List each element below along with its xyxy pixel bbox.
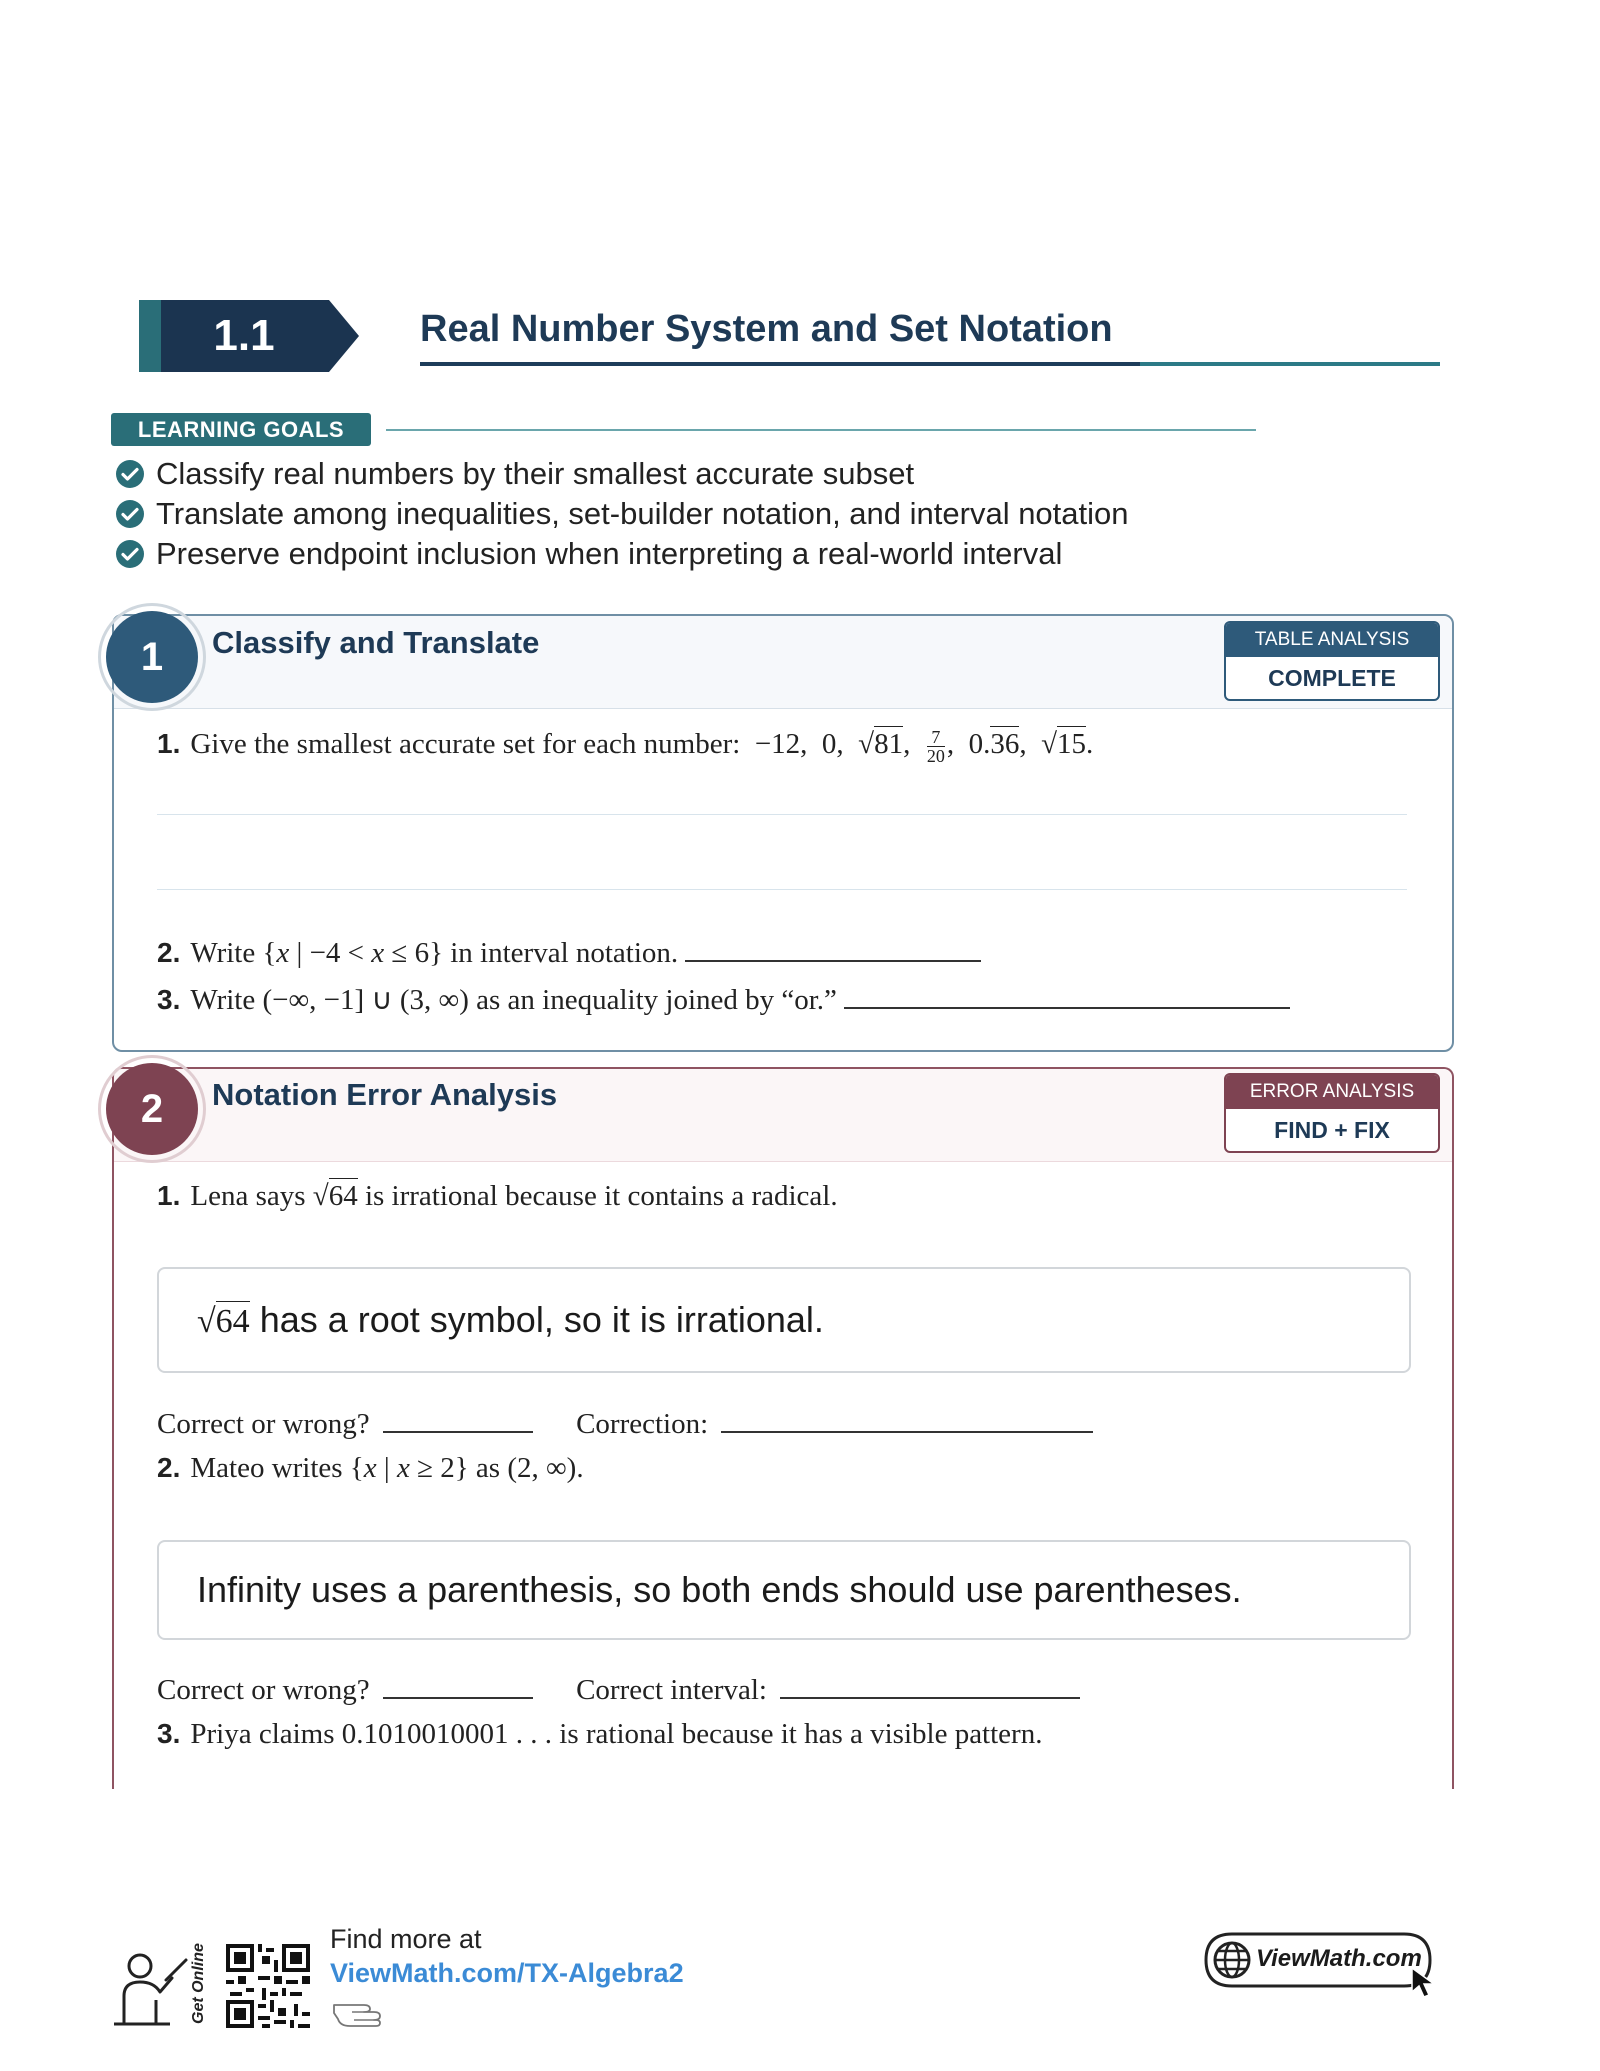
- question-number: 1.: [157, 728, 181, 760]
- answer-line: [157, 814, 1407, 815]
- question-text-pre: Write: [190, 984, 256, 1016]
- teacher-pointing-icon: [110, 1952, 190, 2032]
- decimal-value: 0.1010010001 . . .: [341, 1718, 553, 1750]
- correct-or-wrong-blank[interactable]: [383, 1431, 533, 1433]
- learning-goals-rule: [386, 429, 1256, 431]
- question-text-pre: Lena says: [190, 1180, 306, 1212]
- question-1-2: [157, 937, 981, 970]
- cursor-arrow-icon: [1410, 1966, 1440, 2000]
- answer-blank[interactable]: [844, 1007, 1290, 1009]
- interval-expression: (−∞, −1] ∪ (3, ∞): [262, 984, 469, 1016]
- question-2-2: [157, 1452, 584, 1485]
- claim-text: has a root symbol, so it is irrational.: [259, 1299, 824, 1340]
- question-2-3: [157, 1718, 1042, 1751]
- question-number: 3.: [157, 1718, 181, 1749]
- correct-interval-label: Correct interval:: [576, 1674, 767, 1706]
- section-2-tag-bottom: FIND + FIX: [1274, 1117, 1390, 1143]
- question-text-mid: as: [475, 1452, 501, 1484]
- globe-icon: [1212, 1940, 1252, 1980]
- section-2-tag-top: ERROR ANALYSIS: [1226, 1075, 1438, 1109]
- correct-interval-blank[interactable]: [780, 1697, 1080, 1699]
- answer-line: [157, 889, 1407, 890]
- answer-blank[interactable]: [685, 960, 981, 962]
- set-builder-expression: {x | −4 < x ≤ 6}: [262, 937, 443, 969]
- brand-text: ViewMath.com: [1256, 1945, 1422, 1972]
- correct-or-wrong-label: Correct or wrong?: [157, 1408, 370, 1440]
- question-text-pre: Write: [190, 937, 256, 969]
- section-1-tag-top: TABLE ANALYSIS: [1226, 623, 1438, 657]
- student-claim-box: [157, 1267, 1411, 1373]
- section-1-tag: [1224, 621, 1440, 701]
- section-number: 1.1: [213, 311, 275, 360]
- question-text-post: in interval notation.: [450, 937, 679, 969]
- goal-item: [116, 496, 1129, 532]
- goal-text: Preserve endpoint inclusion when interpreting a real-world interval: [156, 536, 1063, 571]
- section-2-tag: [1224, 1073, 1440, 1153]
- question-text: Give the smallest accurate set for each number:: [190, 728, 741, 761]
- check-circle-icon: [116, 460, 144, 488]
- number-list: −12, 0, √81, $\frac{7}{20}$ , 0.36, √15.: [747, 727, 1094, 766]
- question-number: 2.: [157, 937, 181, 968]
- claim-text: Infinity uses a parenthesis, so both ends should use parentheses.: [197, 1569, 1242, 1610]
- check-circle-icon: [116, 500, 144, 528]
- section-2-title: Notation Error Analysis: [212, 1077, 558, 1112]
- page-title: Real Number System and Set Notation: [420, 308, 1113, 350]
- goal-text: Translate among inequalities, set-builder notation, and interval notation: [156, 496, 1129, 531]
- question-text-post: is rational because it has a visible pattern.: [559, 1718, 1043, 1750]
- section-badge: [139, 300, 359, 372]
- find-more-text: Find more at: [330, 1924, 482, 1954]
- section-2-number: 2: [106, 1063, 198, 1155]
- interval-expression: (2, ∞).: [507, 1452, 584, 1484]
- question-2-1: [157, 1180, 838, 1213]
- goal-text: Classify real numbers by their smallest accurate subset: [156, 456, 915, 491]
- sqrt-expression: √64: [197, 1303, 250, 1340]
- correction-label: Correction:: [576, 1408, 709, 1440]
- question-1-3: [157, 982, 1290, 1017]
- section-1-title: Classify and Translate: [212, 625, 540, 660]
- pointing-hand-icon: [330, 1995, 388, 2029]
- viewmath-link[interactable]: ViewMath.com/TX-Algebra2: [330, 1958, 684, 1988]
- question-number: 3.: [157, 984, 181, 1015]
- learning-goals-tag: LEARNING GOALS: [111, 413, 371, 446]
- student-claim: [197, 1299, 824, 1341]
- question-text-post: is irrational because it contains a radical.: [364, 1180, 838, 1212]
- title-underline-accent: [1140, 362, 1440, 366]
- goal-item: [116, 456, 914, 492]
- goal-item: [116, 536, 1062, 572]
- section-1-tag-bottom: COMPLETE: [1268, 665, 1396, 691]
- section-1-number: 1: [106, 611, 198, 703]
- student-claim-box: [157, 1540, 1411, 1640]
- correct-or-wrong-row: [157, 1408, 1093, 1441]
- correction-blank[interactable]: [721, 1431, 1093, 1433]
- question-text-post: as an inequality joined by “or.”: [476, 984, 837, 1016]
- qr-code-icon[interactable]: [226, 1944, 310, 2028]
- question-text-pre: Priya claims: [190, 1718, 335, 1750]
- question-1-1: [157, 728, 1093, 765]
- get-online-label: Get Online: [190, 1943, 207, 2024]
- question-number: 1.: [157, 1180, 181, 1211]
- correct-or-wrong-row: [157, 1674, 1080, 1707]
- check-circle-icon: [116, 540, 144, 568]
- viewmath-brand-button[interactable]: [1204, 1932, 1440, 1988]
- set-builder-expression: {x | x ≥ 2}: [349, 1452, 469, 1484]
- correct-or-wrong-label: Correct or wrong?: [157, 1674, 370, 1706]
- correct-or-wrong-blank[interactable]: [383, 1697, 533, 1699]
- question-text-pre: Mateo writes: [190, 1452, 343, 1484]
- sqrt-expression: √64: [312, 1180, 358, 1212]
- question-number: 2.: [157, 1452, 181, 1483]
- get-online-label-wrap: [184, 1943, 214, 2026]
